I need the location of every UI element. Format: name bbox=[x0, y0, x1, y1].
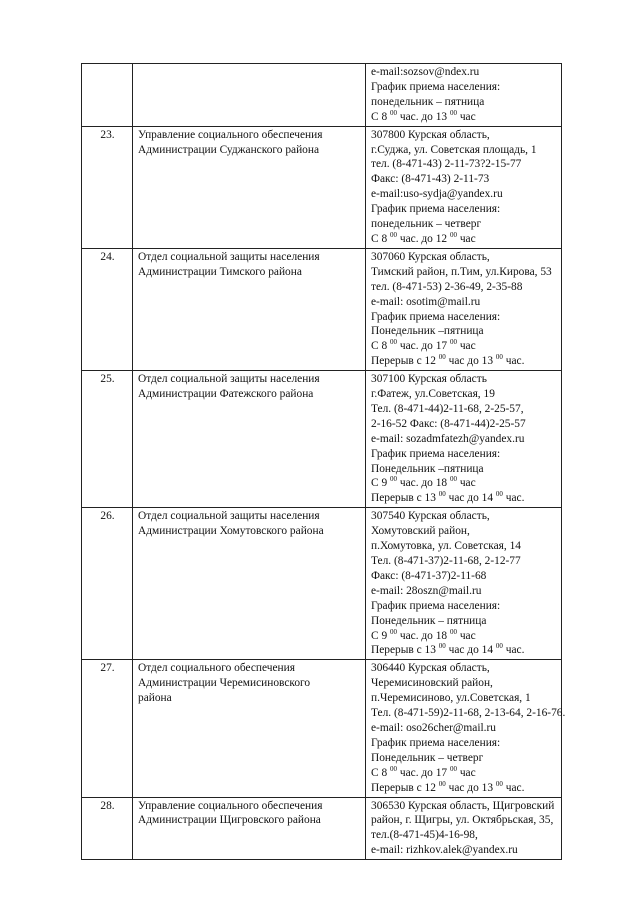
contact-line: 307540 Курская область, bbox=[371, 510, 490, 523]
schedule-text: С 9 bbox=[371, 477, 390, 490]
contact-line: тел.(8-471-45)4-16-98, bbox=[371, 829, 478, 842]
email-line: e-mail: oso26cher@mail.ru bbox=[371, 721, 496, 734]
contact-line: Тимский район, п.Тим, ул.Кирова, 53 bbox=[371, 265, 552, 278]
schedule-text: С 9 bbox=[371, 629, 390, 642]
schedule-text: С 8 bbox=[371, 110, 390, 123]
table-body bbox=[82, 64, 566, 860]
schedule-line bbox=[371, 110, 557, 125]
schedule-line bbox=[371, 232, 557, 247]
schedule-text: час bbox=[456, 340, 476, 353]
schedule-line bbox=[371, 629, 557, 644]
contact-line: 306530 Курская область, Щигровский bbox=[371, 799, 555, 812]
schedule-text: Перерыв с 12 bbox=[371, 781, 439, 794]
row-number: 27. bbox=[82, 660, 133, 797]
schedule-text: час bbox=[456, 232, 476, 245]
organization-name bbox=[133, 660, 366, 797]
contact-line: район, г. Щигры, ул. Октябрьская, 35, bbox=[371, 814, 554, 827]
organization-name bbox=[133, 248, 366, 370]
contact-line: График приема населения: bbox=[371, 80, 501, 93]
schedule-text: час. bbox=[502, 355, 525, 368]
row-number: 26. bbox=[82, 508, 133, 660]
time-minutes: 00 bbox=[390, 764, 397, 773]
contact-line: Тел. (8-471-37)2-11-68, 2-12-77 bbox=[371, 555, 521, 567]
schedule-text: час. до 18 bbox=[397, 477, 450, 490]
schedule-text: Перерыв с 12 bbox=[371, 355, 439, 368]
contact-line: Тел. (8-471-44)2-11-68, 2-25-57, bbox=[371, 402, 524, 415]
contact-line: График приема населения: bbox=[371, 447, 501, 460]
organization-name bbox=[133, 508, 366, 660]
email-line: e-mail: rizhkov.alek@yandex.ru bbox=[371, 844, 518, 857]
contact-line: понедельник – четверг bbox=[371, 218, 482, 231]
contact-line: График приема населения: bbox=[371, 736, 501, 749]
time-minutes: 00 bbox=[449, 230, 457, 239]
schedule-line bbox=[371, 339, 557, 354]
organization-name bbox=[133, 126, 366, 248]
row-number: 25. bbox=[82, 371, 133, 508]
schedule-text: час. до 13 bbox=[397, 110, 450, 123]
row-number: 28. bbox=[82, 797, 133, 860]
schedule-text: час bbox=[456, 477, 476, 490]
time-minutes: 00 bbox=[438, 490, 446, 499]
time-minutes: 00 bbox=[390, 338, 397, 347]
contact-line: 306440 Курская область, bbox=[371, 662, 490, 675]
contact-line: График приема населения: bbox=[371, 599, 501, 612]
contact-line: Факс: (8-471-43) 2-11-73 bbox=[371, 173, 490, 186]
contact-line: Понедельник – четверг bbox=[371, 751, 484, 764]
time-minutes: 00 bbox=[438, 642, 446, 651]
schedule-text: час bbox=[456, 766, 476, 779]
time-minutes: 00 bbox=[449, 475, 457, 484]
contact-line: График приема населения: bbox=[371, 310, 501, 323]
schedule-text: час до 13 bbox=[445, 781, 496, 794]
contact-line: тел. (8-471-53) 2-36-49, 2-35-88 bbox=[371, 280, 523, 293]
contact-line: Понедельник –пятница bbox=[371, 325, 484, 338]
social-offices-table bbox=[81, 63, 566, 860]
time-minutes: 00 bbox=[390, 230, 397, 239]
time-minutes: 00 bbox=[495, 490, 503, 499]
contact-line: г.Суджа, ул. Советская площадь, 1 bbox=[371, 143, 537, 156]
schedule-text: час bbox=[456, 110, 476, 123]
organization-line: Администрации Суджанского района bbox=[138, 143, 320, 156]
schedule-text: С 8 bbox=[371, 232, 390, 245]
schedule-text: С 8 bbox=[371, 766, 390, 779]
table-row bbox=[82, 248, 562, 370]
organization-name bbox=[133, 64, 366, 127]
time-minutes: 00 bbox=[449, 627, 457, 636]
contact-line: г.Фатеж, ул.Советская, 19 bbox=[371, 388, 495, 401]
schedule-text: час до 13 bbox=[445, 355, 496, 368]
contact-info bbox=[366, 64, 562, 127]
time-minutes: 00 bbox=[495, 779, 503, 788]
contact-line: 307800 Курская область, bbox=[371, 128, 490, 141]
row-number: 23. bbox=[82, 126, 133, 248]
contact-line: Факс: (8-471-37)2-11-68 bbox=[371, 569, 487, 582]
email-line: e-mail: osotim@mail.ru bbox=[371, 295, 481, 308]
schedule-text: час. bbox=[502, 644, 525, 657]
email-line: e-mail: 28oszn@mail.ru bbox=[371, 584, 482, 597]
organization-line: Администрации Хомутовского района bbox=[138, 525, 324, 538]
time-minutes: 00 bbox=[390, 627, 397, 636]
schedule-line bbox=[371, 643, 557, 658]
schedule-line bbox=[371, 781, 557, 796]
schedule-text: час. bbox=[502, 781, 525, 794]
contact-line: 2-16-52 Факс: (8-471-44)2-25-57 bbox=[371, 417, 526, 430]
schedule-text: час. bbox=[502, 492, 525, 505]
contact-info bbox=[366, 660, 566, 797]
email-line: e-mail: sozadmfatezh@yandex.ru bbox=[371, 432, 525, 445]
schedule-text: Перерыв с 13 bbox=[371, 492, 439, 505]
contact-info bbox=[366, 126, 562, 248]
organization-line: Отдел социального обеспечения bbox=[138, 662, 295, 675]
organization-name bbox=[133, 797, 366, 860]
contact-info bbox=[366, 508, 562, 660]
time-minutes: 00 bbox=[438, 779, 446, 788]
table-row bbox=[82, 371, 562, 508]
schedule-text: час. до 18 bbox=[397, 629, 450, 642]
email-line: e-mail:uso-sydja@yandex.ru bbox=[371, 188, 503, 201]
time-minutes: 00 bbox=[495, 353, 503, 362]
contact-line: 307100 Курская область bbox=[371, 373, 487, 386]
schedule-text: С 8 bbox=[371, 340, 390, 353]
time-minutes: 00 bbox=[438, 353, 446, 362]
organization-line: Администрации Щигровского района bbox=[138, 814, 321, 827]
table-row bbox=[82, 660, 562, 797]
organization-line: Администрации Черемисиновского bbox=[138, 677, 311, 690]
schedule-text: час bbox=[456, 629, 476, 642]
contact-line: п.Хомутовка, ул. Советская, 14 bbox=[371, 540, 521, 553]
row-number bbox=[82, 64, 133, 127]
organization-name bbox=[133, 371, 366, 508]
contact-line: Тел. (8-471-59)2-11-68, 2-13-64, 2-16-76. bbox=[371, 707, 566, 720]
contact-info bbox=[366, 248, 562, 370]
schedule-text: Перерыв с 13 bbox=[371, 644, 439, 657]
table-row bbox=[82, 797, 562, 860]
schedule-text: час. до 17 bbox=[397, 766, 450, 779]
schedule-text: час до 14 bbox=[445, 492, 496, 505]
time-minutes: 00 bbox=[390, 475, 397, 484]
schedule-line bbox=[371, 476, 557, 491]
contact-line: Понедельник – пятница bbox=[371, 614, 487, 627]
time-minutes: 00 bbox=[390, 108, 397, 117]
table-row bbox=[82, 64, 562, 127]
contact-line: Понедельник –пятница bbox=[371, 462, 484, 475]
row-number: 24. bbox=[82, 248, 133, 370]
organization-line: Отдел социальной защиты населения bbox=[138, 250, 320, 263]
email-line: e-mail:sozsov@ndex.ru bbox=[371, 66, 480, 78]
contact-line: Хомутовский район, bbox=[371, 525, 470, 538]
schedule-line bbox=[371, 766, 557, 781]
schedule-text: час до 14 bbox=[445, 644, 496, 657]
contact-line: График приема населения: bbox=[371, 203, 501, 216]
time-minutes: 00 bbox=[449, 338, 457, 347]
organization-line: района bbox=[138, 692, 172, 705]
contact-info bbox=[366, 797, 562, 860]
schedule-line bbox=[371, 354, 557, 369]
organization-line: Отдел социальной защиты населения bbox=[138, 373, 320, 386]
contact-line: п.Черемисиново, ул.Советская, 1 bbox=[371, 692, 531, 705]
table-row bbox=[82, 126, 562, 248]
time-minutes: 00 bbox=[495, 642, 503, 651]
contact-info bbox=[366, 371, 562, 508]
schedule-text: час. до 17 bbox=[397, 340, 450, 353]
organization-line: Управление социального обеспечения bbox=[138, 128, 323, 141]
organization-line: Управление социального обеспечения bbox=[138, 799, 323, 812]
time-minutes: 00 bbox=[449, 108, 457, 117]
contact-line: 307060 Курская область, bbox=[371, 250, 490, 263]
contact-line: понедельник – пятница bbox=[371, 95, 485, 108]
organization-line: Администрации Фатежского района bbox=[138, 388, 314, 401]
table-row bbox=[82, 508, 562, 660]
contact-line: Черемисиновский район, bbox=[371, 677, 493, 690]
organization-line: Администрации Тимского района bbox=[138, 265, 302, 278]
schedule-line bbox=[371, 491, 557, 506]
contact-line: тел. (8-471-43) 2-11-73?2-15-77 bbox=[371, 158, 522, 171]
organization-line: Отдел социальной защиты населения bbox=[138, 510, 320, 523]
time-minutes: 00 bbox=[449, 764, 457, 773]
schedule-text: час. до 12 bbox=[397, 232, 450, 245]
